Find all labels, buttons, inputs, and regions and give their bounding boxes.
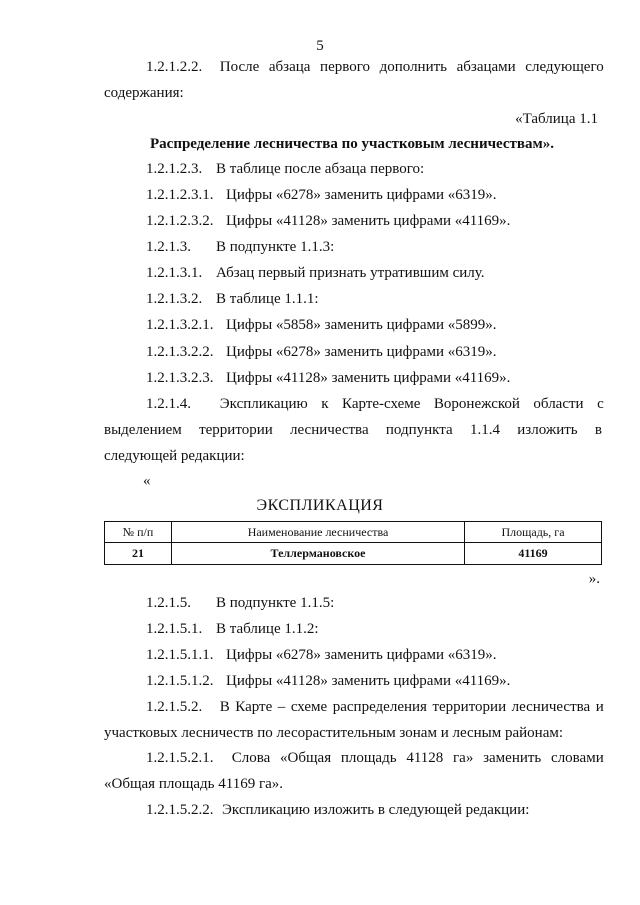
para-number: 1.2.1.2.3. [146,161,203,177]
para-1-2-1-5-1 [146,620,319,638]
para-number: 1.2.1.5.2.2. [146,802,214,818]
para-text: Цифры «41128» заменить цифрами «41169». [226,213,511,229]
column-header: Наименование лесничества [172,522,465,543]
para-text: В таблице после абзаца первого: [216,161,425,177]
table-row [105,543,602,565]
para-text: После абзаца первого дополнить абзацами следующего [219,59,604,75]
para-text: В таблице 1.1.2: [216,621,319,637]
para-text: В подпункте 1.1.3: [216,239,335,255]
para-text: Цифры «5858» заменить цифрами «5899». [226,317,497,333]
para-1-2-1-4 [146,395,602,413]
para-number: 1.2.1.5. [146,595,191,611]
para-number: 1.2.1.3. [146,239,191,255]
para-continuation: участковых лесничеств по лесорастительным зонам и лесным районам: [104,725,564,741]
table-cell: 21 [105,543,172,565]
para-text: Цифры «6278» заменить цифрами «6319». [226,647,497,663]
para-number: 1.2.1.3.2.1. [146,317,214,333]
table-caption: «Таблица 1.1 [515,111,598,127]
para-1-2-1-3-2-1 [146,316,497,334]
para-1-2-1-5-1-2 [146,672,510,690]
para-number: 1.2.1.5.2. [146,699,203,715]
para-text: Цифры «41128» заменить цифрами «41169». [226,370,511,386]
para-1-2-1-2-2 [146,58,602,76]
para-1-2-1-5-2 [146,698,602,716]
para-1-2-1-3-2-3 [146,369,510,387]
para-text: В таблице 1.1.1: [216,291,319,307]
para-number: 1.2.1.5.1.1. [146,647,214,663]
para-continuation: выделением территории лесничества подпункта 1.1.4 изложить в [104,422,602,438]
para-1-2-1-3-2 [146,290,319,308]
column-header: № п/п [105,522,172,543]
para-number: 1.2.1.5.1. [146,621,203,637]
para-number: 1.2.1.3.2. [146,291,203,307]
para-1-2-1-2-3-1 [146,186,497,204]
para-1-2-1-2-3-2 [146,212,510,230]
table-header-row [105,522,602,543]
para-number: 1.2.1.5.1.2. [146,673,214,689]
para-number: 1.2.1.2.2. [146,59,203,75]
para-number: 1.2.1.3.1. [146,265,203,281]
para-text: В Карте – схеме распределения территории лесничества и [219,699,604,715]
para-1-2-1-5-1-1 [146,646,497,664]
open-quote: « [143,473,151,489]
para-1-2-1-2-3 [146,160,424,178]
para-text: Цифры «6278» заменить цифрами «6319». [226,344,497,360]
para-text: Цифры «6278» заменить цифрами «6319». [226,187,497,203]
para-1-2-1-3-1 [146,264,485,282]
para-continuation: содержания: [104,85,184,101]
para-text: Слова «Общая площадь 41128 га» заменить словами [231,750,604,766]
explication-title: ЭКСПЛИКАЦИЯ [256,497,384,514]
para-text: Абзац первый признать утратившим силу. [216,265,485,281]
table-cell: Теллермановское [172,543,465,565]
para-continuation: следующей редакции: [104,448,245,464]
para-continuation: «Общая площадь 41169 га». [104,776,284,792]
para-1-2-1-3 [146,238,334,256]
para-number: 1.2.1.2.3.2. [146,213,214,229]
table-heading: Распределение лесничества по участковым лесничествам». [150,136,554,152]
close-quote: ». [588,571,600,587]
para-1-2-1-3-2-2 [146,343,497,361]
para-1-2-1-5-2-1 [146,749,602,767]
page-number: 5 [316,38,324,54]
explication-table [104,521,602,565]
para-text: Цифры «41128» заменить цифрами «41169». [226,673,511,689]
para-text: Экспликацию к Карте-схеме Воронежской области с [219,396,604,412]
para-1-2-1-5-2-2 [146,801,529,819]
table-cell: 41169 [465,543,602,565]
para-number: 1.2.1.4. [146,396,191,412]
para-number: 1.2.1.2.3.1. [146,187,214,203]
para-number: 1.2.1.3.2.2. [146,344,214,360]
para-text: В подпункте 1.1.5: [216,595,335,611]
para-number: 1.2.1.3.2.3. [146,370,214,386]
para-number: 1.2.1.5.2.1. [146,750,214,766]
para-text: Экспликацию изложить в следующей редакции: [222,802,530,818]
para-1-2-1-5 [146,594,334,612]
column-header: Площадь, га [465,522,602,543]
